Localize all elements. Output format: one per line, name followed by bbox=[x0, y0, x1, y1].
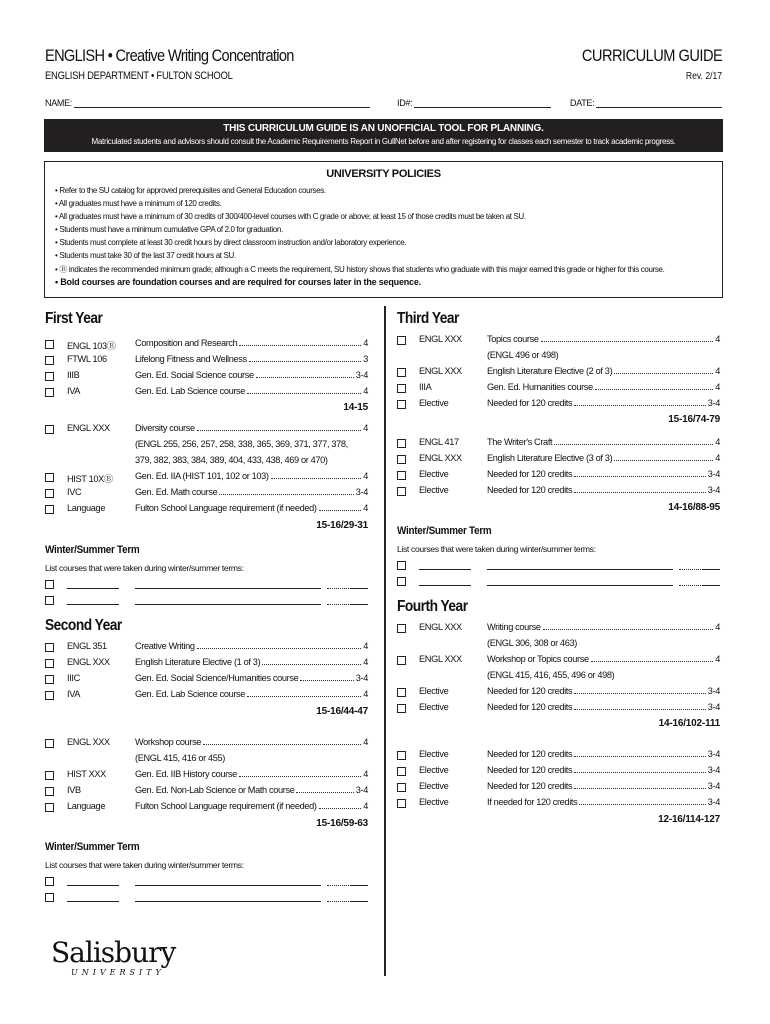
course-credits: 4 bbox=[715, 622, 720, 632]
course-credits: 3-4 bbox=[355, 487, 368, 497]
course-code: Elective bbox=[419, 485, 449, 495]
winter-summer-note: List courses that were taken during winter/summer terms: bbox=[45, 563, 244, 573]
course-description: Needed for 120 credits bbox=[487, 749, 573, 759]
course-row bbox=[45, 673, 368, 689]
course-row bbox=[397, 797, 720, 813]
course-row bbox=[45, 689, 368, 705]
policy-item: • Students must take 30 of the last 37 credit hours at SU. bbox=[55, 251, 236, 261]
course-credits: 4 bbox=[363, 423, 368, 433]
course-code: IIIC bbox=[67, 673, 80, 683]
course-credits: 3-4 bbox=[707, 469, 720, 479]
leader-dots bbox=[256, 377, 354, 378]
leader-dots bbox=[574, 788, 706, 789]
course-description: Creative Writing bbox=[135, 641, 195, 651]
course-description: Topics course bbox=[487, 334, 539, 344]
course-description: Needed for 120 credits bbox=[487, 398, 573, 408]
course-row bbox=[45, 503, 368, 519]
course-credits: 3 bbox=[363, 354, 368, 364]
winter-summer-title: Winter/Summer Term bbox=[45, 841, 140, 853]
leader-dots bbox=[574, 476, 706, 477]
leader-dots bbox=[239, 776, 361, 777]
course-credits: 3-4 bbox=[707, 398, 720, 408]
course-row bbox=[397, 749, 720, 765]
leader-dots bbox=[595, 389, 713, 390]
blank-course-entry[interactable] bbox=[397, 559, 720, 575]
planning-banner bbox=[44, 119, 723, 152]
course-credits: 4 bbox=[363, 338, 368, 348]
course-row bbox=[45, 370, 368, 386]
course-description: Composition and Research bbox=[135, 338, 238, 348]
course-row bbox=[45, 423, 368, 439]
course-credits: 4 bbox=[715, 437, 720, 447]
course-description: Gen. Ed. Math course bbox=[135, 487, 218, 497]
leader-dots bbox=[319, 510, 362, 511]
course-credits: 3-4 bbox=[707, 781, 720, 791]
course-credits: 4 bbox=[715, 366, 720, 376]
credit-total: 14-16/88-95 bbox=[668, 502, 720, 513]
checkbox[interactable] bbox=[45, 356, 54, 365]
course-row bbox=[397, 453, 720, 469]
course-code: Elective bbox=[419, 781, 449, 791]
leader-dots bbox=[327, 885, 349, 886]
course-code-line[interactable] bbox=[67, 885, 119, 886]
course-credits: 4 bbox=[363, 801, 368, 811]
course-code: ENGL XXX bbox=[67, 657, 110, 667]
checkbox[interactable] bbox=[45, 771, 54, 780]
course-description: Gen. Ed. IIB History course bbox=[135, 769, 237, 779]
course-code: Language bbox=[67, 801, 106, 811]
revision-date: Rev. 2/17 bbox=[685, 71, 722, 82]
checkbox[interactable] bbox=[397, 439, 406, 448]
policy-item: • Refer to the SU catalog for approved prerequisites and General Education courses. bbox=[55, 186, 326, 195]
course-credits: 3-4 bbox=[707, 765, 720, 775]
course-code-line[interactable] bbox=[419, 569, 471, 570]
credits-line[interactable] bbox=[702, 585, 720, 586]
course-detail: (ENGL 255, 256, 257, 258, 338, 365, 369, 371, 377, 378, bbox=[135, 439, 348, 449]
course-credits: 4 bbox=[363, 737, 368, 747]
name-label: NAME: bbox=[45, 98, 73, 108]
checkbox[interactable] bbox=[45, 372, 54, 381]
blank-course-entry[interactable] bbox=[45, 578, 368, 594]
checkbox[interactable] bbox=[45, 489, 54, 498]
leader-dots bbox=[541, 341, 714, 342]
course-credits: 3-4 bbox=[707, 686, 720, 696]
course-description: Gen. Ed. Humanities course bbox=[487, 382, 593, 392]
course-code: ENGL 351 bbox=[67, 641, 107, 651]
leader-dots bbox=[574, 693, 706, 694]
course-code: Elective bbox=[419, 749, 449, 759]
leader-dots bbox=[271, 478, 362, 479]
course-description: Gen. Ed. Non-Lab Science or Math course bbox=[135, 785, 295, 795]
credit-total: 14-16/102-111 bbox=[658, 718, 720, 729]
course-credits: 4 bbox=[715, 382, 720, 392]
course-code-line[interactable] bbox=[67, 588, 119, 589]
leader-dots bbox=[574, 756, 706, 757]
course-code: IVA bbox=[67, 386, 81, 396]
leader-dots bbox=[574, 405, 706, 406]
course-code: Elective bbox=[419, 686, 449, 696]
course-code: Elective bbox=[419, 469, 449, 479]
name-line[interactable] bbox=[74, 98, 370, 108]
checkbox[interactable] bbox=[397, 577, 406, 586]
course-code-line[interactable] bbox=[67, 901, 119, 902]
checkbox[interactable] bbox=[397, 471, 406, 480]
checkbox[interactable] bbox=[45, 425, 54, 434]
course-detail: (ENGL 496 or 498) bbox=[487, 350, 559, 360]
course-description: Gen. Ed. Social Science/Humanities course bbox=[135, 673, 299, 683]
course-code: ENGL XXX bbox=[419, 622, 462, 632]
course-row bbox=[45, 354, 368, 370]
course-name-line[interactable] bbox=[135, 588, 321, 589]
checkbox[interactable] bbox=[397, 799, 406, 808]
banner-title: THIS CURRICULUM GUIDE IS AN UNOFFICIAL TOOL FOR PLANNING. bbox=[223, 123, 544, 134]
credits-line[interactable] bbox=[350, 901, 368, 902]
course-row bbox=[397, 654, 720, 670]
credit-total: 15-16/74-79 bbox=[668, 414, 720, 425]
course-description: Workshop course bbox=[135, 737, 202, 747]
course-description: Fulton School Language requirement (if needed) bbox=[135, 801, 317, 811]
course-row bbox=[45, 338, 368, 354]
leader-dots bbox=[327, 901, 349, 902]
course-row bbox=[45, 769, 368, 785]
checkbox[interactable] bbox=[397, 368, 406, 377]
course-description: Gen. Ed. Social Science course bbox=[135, 370, 254, 380]
date-line[interactable] bbox=[596, 98, 722, 108]
id-field[interactable] bbox=[397, 98, 551, 108]
course-credits: 3-4 bbox=[355, 785, 368, 795]
leader-dots bbox=[554, 444, 713, 445]
course-code: HIST 10XⒷ bbox=[67, 474, 113, 484]
policy-item: • Students must complete at least 30 credit hours by direct classroom instruction and/or laboratory experience. bbox=[55, 238, 407, 248]
course-code: Elective bbox=[419, 398, 449, 408]
year-title: Fourth Year bbox=[397, 598, 468, 615]
course-code-line[interactable] bbox=[67, 604, 119, 605]
course-description: Needed for 120 credits bbox=[487, 686, 573, 696]
salisbury-university-logo bbox=[49, 932, 184, 980]
course-row bbox=[397, 382, 720, 398]
course-detail: (ENGL 415, 416, 455, 496 or 498) bbox=[487, 670, 615, 680]
course-description: Needed for 120 credits bbox=[487, 469, 573, 479]
policy-item: • All graduates must have a minimum of 120 credits. bbox=[55, 199, 222, 209]
course-row bbox=[397, 469, 720, 485]
checkbox[interactable] bbox=[45, 787, 54, 796]
leader-dots bbox=[247, 393, 361, 394]
checkbox[interactable] bbox=[45, 580, 54, 589]
course-name-line[interactable] bbox=[135, 901, 321, 902]
course-credits: 3-4 bbox=[355, 673, 368, 683]
course-credits: 4 bbox=[363, 769, 368, 779]
checkbox[interactable] bbox=[45, 340, 54, 349]
course-description: English Literature Elective (3 of 3) bbox=[487, 453, 613, 463]
credit-total: 12-16/114-127 bbox=[658, 814, 720, 825]
course-description: Lifelong Fitness and Wellness bbox=[135, 354, 247, 364]
course-code: Elective bbox=[419, 765, 449, 775]
checkbox[interactable] bbox=[397, 561, 406, 570]
course-code: IVC bbox=[67, 487, 82, 497]
course-credits: 4 bbox=[363, 641, 368, 651]
course-credits: 4 bbox=[715, 453, 720, 463]
course-detail: (ENGL 306, 308 or 463) bbox=[487, 638, 578, 648]
course-description: If needed for 120 credits bbox=[487, 797, 578, 807]
checkbox[interactable] bbox=[397, 487, 406, 496]
course-row bbox=[397, 398, 720, 414]
guide-title: CURRICULUM GUIDE bbox=[581, 46, 722, 65]
course-description: Gen. Ed. Lab Science course bbox=[135, 689, 246, 699]
course-description: Gen. Ed. Lab Science course bbox=[135, 386, 246, 396]
university-policies-box bbox=[44, 161, 723, 298]
checkbox[interactable] bbox=[397, 767, 406, 776]
checkbox[interactable] bbox=[45, 803, 54, 812]
winter-summer-note: List courses that were taken during winter/summer terms: bbox=[397, 544, 596, 554]
checkbox[interactable] bbox=[397, 624, 406, 633]
course-name-line[interactable] bbox=[135, 604, 321, 605]
credit-total: 14-15 bbox=[343, 402, 368, 413]
course-row bbox=[45, 737, 368, 753]
course-code: ENGL 417 bbox=[419, 437, 459, 447]
policy-item: • Ⓑ indicates the recommended minimum grade; although a C meets the requirement, SU history shows that students who graduate with this major earned this grade or higher for this course. bbox=[55, 264, 665, 274]
svg-text:Salisbury: Salisbury bbox=[51, 936, 176, 969]
course-credits: 3-4 bbox=[707, 797, 720, 807]
course-code: IVA bbox=[67, 689, 81, 699]
checkbox[interactable] bbox=[45, 739, 54, 748]
checkbox[interactable] bbox=[397, 688, 406, 697]
blank-course-entry[interactable] bbox=[45, 875, 368, 891]
checkbox[interactable] bbox=[397, 400, 406, 409]
leader-dots bbox=[197, 648, 362, 649]
course-detail: 379, 382, 383, 384, 389, 404, 433, 438, 469 or 470) bbox=[135, 455, 328, 465]
course-code: ENGL XXX bbox=[419, 334, 462, 344]
leader-dots bbox=[219, 494, 353, 495]
course-row bbox=[397, 765, 720, 781]
document-title: ENGLISH • Creative Writing Concentration bbox=[45, 46, 294, 65]
leader-dots bbox=[319, 808, 362, 809]
credit-total: 15-16/29-31 bbox=[316, 520, 368, 531]
course-code: IVB bbox=[67, 785, 81, 795]
year-title: Second Year bbox=[45, 617, 122, 634]
credit-total: 15-16/59-63 bbox=[316, 818, 368, 829]
svg-text:UNIVERSITY: UNIVERSITY bbox=[71, 968, 165, 977]
course-row bbox=[45, 801, 368, 817]
winter-summer-title: Winter/Summer Term bbox=[45, 544, 140, 556]
banner-subtitle: Matriculated students and advisors should consult the Academic Requirements Report in GullNet before and after registering for classes each semester to track academic progress. bbox=[91, 137, 676, 146]
checkbox[interactable] bbox=[45, 691, 54, 700]
leader-dots bbox=[543, 629, 714, 630]
leader-dots bbox=[249, 361, 361, 362]
course-credits: 4 bbox=[363, 657, 368, 667]
leader-dots bbox=[591, 661, 714, 662]
leader-dots bbox=[296, 792, 353, 793]
blank-course-entry[interactable] bbox=[45, 891, 368, 907]
department-subtitle: ENGLISH DEPARTMENT • FULTON SCHOOL bbox=[45, 70, 233, 82]
leader-dots bbox=[679, 569, 701, 570]
leader-dots bbox=[579, 804, 705, 805]
course-name-line[interactable] bbox=[487, 569, 673, 570]
course-code: HIST XXX bbox=[67, 769, 106, 779]
credits-line[interactable] bbox=[702, 569, 720, 570]
course-description: Diversity course bbox=[135, 423, 195, 433]
policies-list bbox=[55, 184, 665, 289]
course-code: ENGL XXX bbox=[67, 737, 110, 747]
leader-dots bbox=[247, 696, 361, 697]
credits-line[interactable] bbox=[350, 885, 368, 886]
course-row bbox=[397, 686, 720, 702]
course-credits: 4 bbox=[363, 386, 368, 396]
course-description: Workshop or Topics course bbox=[487, 654, 589, 664]
course-description: English Literature Elective (2 of 3) bbox=[487, 366, 613, 376]
year-title: Third Year bbox=[397, 310, 459, 327]
leader-dots bbox=[614, 373, 713, 374]
course-code: FTWL 106 bbox=[67, 354, 107, 364]
course-description: The Writer's Craft bbox=[487, 437, 553, 447]
course-credits: 4 bbox=[363, 503, 368, 513]
checkbox[interactable] bbox=[397, 384, 406, 393]
policy-item: • Students must have a minimum cumulative GPA of 2.0 for graduation. bbox=[55, 225, 283, 235]
checkbox[interactable] bbox=[45, 877, 54, 886]
course-credits: 4 bbox=[363, 471, 368, 481]
checkbox[interactable] bbox=[45, 893, 54, 902]
course-row bbox=[397, 485, 720, 501]
checkbox[interactable] bbox=[397, 455, 406, 464]
course-row bbox=[397, 437, 720, 453]
course-row bbox=[45, 487, 368, 503]
leader-dots bbox=[327, 604, 349, 605]
year-title: First Year bbox=[45, 310, 103, 327]
checkbox[interactable] bbox=[397, 336, 406, 345]
checkbox[interactable] bbox=[45, 596, 54, 605]
course-row bbox=[397, 702, 720, 718]
policies-title: UNIVERSITY POLICIES bbox=[326, 168, 441, 180]
course-code: Elective bbox=[419, 702, 449, 712]
course-code: Language bbox=[67, 503, 106, 513]
credit-total: 15-16/44-47 bbox=[316, 706, 368, 717]
checkbox[interactable] bbox=[45, 388, 54, 397]
checkbox[interactable] bbox=[45, 675, 54, 684]
blank-course-entry[interactable] bbox=[45, 594, 368, 610]
course-credits: 4 bbox=[363, 689, 368, 699]
credits-line[interactable] bbox=[350, 588, 368, 589]
course-name-line[interactable] bbox=[135, 885, 321, 886]
leader-dots bbox=[203, 744, 361, 745]
winter-summer-note: List courses that were taken during winter/summer terms: bbox=[45, 860, 244, 870]
course-row bbox=[397, 366, 720, 382]
course-name-line[interactable] bbox=[487, 585, 673, 586]
leader-dots bbox=[262, 664, 361, 665]
column-divider bbox=[384, 306, 386, 976]
date-field[interactable] bbox=[570, 98, 722, 108]
checkbox[interactable] bbox=[397, 783, 406, 792]
id-label: ID#: bbox=[397, 98, 413, 108]
course-description: Needed for 120 credits bbox=[487, 702, 573, 712]
leader-dots bbox=[574, 492, 706, 493]
course-row bbox=[45, 471, 368, 487]
leader-dots bbox=[300, 680, 353, 681]
id-line[interactable] bbox=[414, 98, 551, 108]
leader-dots bbox=[197, 430, 361, 431]
course-credits: 4 bbox=[715, 654, 720, 664]
leader-dots bbox=[574, 709, 706, 710]
course-code: ENGL 103Ⓑ bbox=[67, 341, 116, 351]
course-description: Fulton School Language requirement (if needed) bbox=[135, 503, 317, 513]
course-description: Writing course bbox=[487, 622, 541, 632]
winter-summer-title: Winter/Summer Term bbox=[397, 525, 492, 537]
course-detail: (ENGL 415, 416 or 455) bbox=[135, 753, 226, 763]
date-label: DATE: bbox=[570, 98, 595, 108]
course-row bbox=[45, 386, 368, 402]
course-row bbox=[45, 785, 368, 801]
course-code: Elective bbox=[419, 797, 449, 807]
course-code-line[interactable] bbox=[419, 585, 471, 586]
policy-item-bold: • Bold courses are foundation courses and are required for courses later in the sequence. bbox=[55, 276, 421, 287]
course-row bbox=[397, 622, 720, 638]
checkbox[interactable] bbox=[397, 656, 406, 665]
course-credits: 3-4 bbox=[707, 749, 720, 759]
checkbox[interactable] bbox=[45, 643, 54, 652]
course-row bbox=[45, 657, 368, 673]
course-code: ENGL XXX bbox=[419, 366, 462, 376]
checkbox[interactable] bbox=[45, 659, 54, 668]
checkbox[interactable] bbox=[397, 751, 406, 760]
blank-course-entry[interactable] bbox=[397, 575, 720, 591]
course-code: ENGL XXX bbox=[67, 423, 110, 433]
course-code: IIIB bbox=[67, 370, 80, 380]
policy-item: • All graduates must have a minimum of 30 credits of 300/400-level courses with C grade or above; at least 15 of those credits must be taken at SU. bbox=[55, 212, 526, 222]
course-description: Needed for 120 credits bbox=[487, 485, 573, 495]
course-description: English Literature Elective (1 of 3) bbox=[135, 657, 261, 667]
checkbox[interactable] bbox=[45, 505, 54, 514]
course-code: ENGL XXX bbox=[419, 654, 462, 664]
course-description: Needed for 120 credits bbox=[487, 781, 573, 791]
credits-line[interactable] bbox=[350, 604, 368, 605]
course-row bbox=[397, 334, 720, 350]
leader-dots bbox=[239, 345, 361, 346]
checkbox[interactable] bbox=[45, 473, 54, 482]
leader-dots bbox=[574, 772, 706, 773]
leader-dots bbox=[679, 585, 701, 586]
course-credits: 3-4 bbox=[707, 485, 720, 495]
course-credits: 4 bbox=[715, 334, 720, 344]
course-row bbox=[45, 641, 368, 657]
leader-dots bbox=[614, 460, 713, 461]
name-field[interactable] bbox=[45, 98, 370, 108]
checkbox[interactable] bbox=[397, 704, 406, 713]
course-row bbox=[397, 781, 720, 797]
course-code: IIIA bbox=[419, 382, 432, 392]
course-code: ENGL XXX bbox=[419, 453, 462, 463]
course-credits: 3-4 bbox=[355, 370, 368, 380]
leader-dots bbox=[327, 588, 349, 589]
course-description: Needed for 120 credits bbox=[487, 765, 573, 775]
course-description: Gen. Ed. IIA (HIST 101, 102 or 103) bbox=[135, 471, 269, 481]
course-credits: 3-4 bbox=[707, 702, 720, 712]
